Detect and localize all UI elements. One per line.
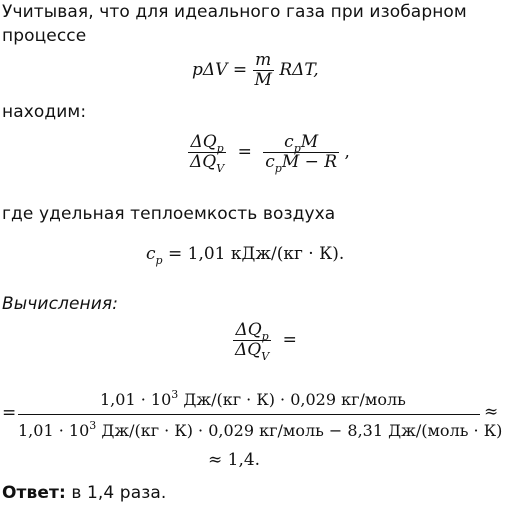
eq5-num-exp: 3 bbox=[171, 388, 179, 401]
eq2-rhs-fraction bbox=[263, 132, 339, 175]
eq2-lhs-fraction bbox=[188, 132, 226, 175]
answer-line bbox=[2, 485, 166, 502]
eq5-den-exp: 3 bbox=[89, 419, 97, 432]
eq5-den-b: Дж/(кг · К) · 0,029 кг/моль − 8,31 Дж/(моль · К) bbox=[96, 421, 503, 440]
eq5-num-b: Дж/(кг · К) · 0,029 кг/моль bbox=[178, 390, 406, 409]
where-text: где удельная теплоемкость воздуха bbox=[2, 204, 336, 224]
eq4-fraction bbox=[233, 320, 271, 363]
eq2-lhs-num-sub: p bbox=[216, 142, 224, 155]
eq3-c: c bbox=[146, 244, 156, 264]
finding-label: находим: bbox=[2, 102, 87, 122]
eq2-lhs-den-sub: V bbox=[216, 162, 225, 175]
eq3-sub: p bbox=[155, 254, 163, 267]
eq4-den: ΔQ bbox=[235, 340, 262, 360]
eq1-lhs: pΔV = bbox=[192, 60, 248, 80]
equation-isobaric-work bbox=[192, 52, 319, 89]
paragraph-line-2: процессе bbox=[2, 26, 87, 46]
eq2-rhs-num-c: c bbox=[284, 132, 294, 152]
eq2-lhs-den: ΔQ bbox=[190, 152, 217, 172]
eq4-equals: = bbox=[282, 330, 297, 350]
eq2-rhs-num-rest: M bbox=[300, 132, 319, 152]
calculations-heading: Вычисления: bbox=[2, 294, 119, 314]
answer-text: в 1,4 раза. bbox=[65, 483, 167, 503]
eq5-fraction-bar bbox=[18, 414, 480, 415]
eq4-num: ΔQ bbox=[235, 320, 262, 340]
eq2-rhs-den-rest: M − R bbox=[281, 152, 338, 172]
eq5-denominator bbox=[18, 419, 503, 440]
eq1-rhs: RΔT, bbox=[279, 60, 319, 80]
eq4-num-sub: p bbox=[261, 330, 269, 343]
equation-heat-ratio bbox=[188, 132, 350, 175]
eq3-rest: = 1,01 кДж/(кг · К). bbox=[167, 244, 345, 264]
eq2-equals: = bbox=[237, 142, 252, 162]
eq2-rhs-den-sub: p bbox=[274, 162, 282, 175]
eq5-den-a: 1,01 · 10 bbox=[18, 421, 90, 440]
equation-result: ≈ 1,4. bbox=[208, 450, 261, 470]
equation-ratio-start bbox=[233, 320, 297, 363]
eq2-rhs-num-sub: p bbox=[293, 142, 301, 155]
eq5-approx: ≈ bbox=[484, 402, 499, 422]
eq5-num-a: 1,01 · 10 bbox=[100, 390, 172, 409]
eq2-rhs-den-c: c bbox=[265, 152, 275, 172]
eq2-tail: , bbox=[344, 142, 350, 162]
eq1-numerator: m bbox=[255, 50, 272, 70]
eq1-fraction bbox=[253, 52, 274, 89]
eq4-den-sub: V bbox=[261, 350, 270, 363]
eq5-numerator bbox=[100, 388, 406, 409]
eq1-denominator: M bbox=[254, 70, 272, 90]
eq2-lhs-num: ΔQ bbox=[190, 132, 217, 152]
paragraph-line-1: Учитывая, что для идеального газа при изобарном bbox=[2, 2, 467, 22]
answer-label: Ответ: bbox=[2, 483, 66, 503]
equation-specific-heat bbox=[146, 244, 345, 267]
eq5-lead-equals: = bbox=[2, 403, 17, 423]
